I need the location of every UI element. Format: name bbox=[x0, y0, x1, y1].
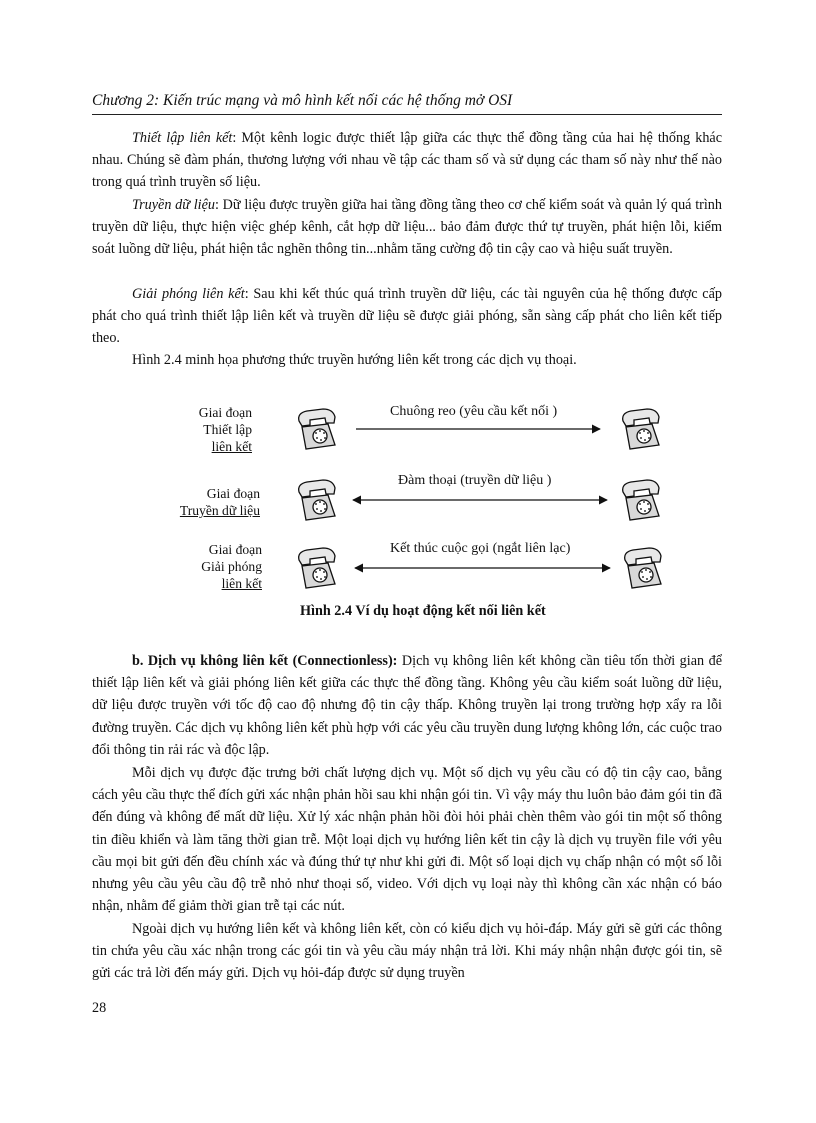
stage-label-line: liên kết bbox=[221, 576, 262, 591]
stage-label-line: liên kết bbox=[211, 439, 252, 454]
telephone-icon bbox=[617, 478, 663, 522]
paragraph-setup-text: : Một kênh logic được thiết lập giữa các thực thể đồng tầng của hai hệ thống khác nhau. Chúng sẽ đàm phán, thương lượng với nhau về tập các tham số và sử dụng các tham số này như thế nào trong quá trình truyền số liệu. bbox=[92, 130, 723, 191]
figure-caption: Hình 2.4 Ví dụ hoạt động kết nối liên kết bbox=[300, 603, 546, 619]
arrow-caption-setup: Chuông reo (yêu cầu kết nối ) bbox=[390, 404, 558, 419]
term-connectionless: b. Dịch vụ không liên kết (Connectionless): bbox=[132, 653, 398, 669]
paragraph-request-reply-text: Ngoài dịch vụ hướng liên kết và không liên kết, còn có kiểu dịch vụ hỏi-đáp. Máy gửi sẽ gửi các thông tin chứa yêu cầu xác nhận trong các gói tin và yêu cầu máy nhận trả lời. Khi máy nhận nhận được gói tin, sẽ gửi các trả lời đến máy gửi. Dịch vụ hỏi-đáp được sử dụng truyền bbox=[92, 921, 722, 982]
telephone-icon bbox=[293, 478, 339, 522]
paragraph-release-text: : Sau khi kết thúc quá trình truyền dữ liệu, các tài nguyên của hệ thống được cấp phát cho quá trình thiết lập liên kết và truyền dữ liệu sẽ được giải phóng, sẵn sàng cấp phát cho liên kết tiếp theo. bbox=[92, 286, 722, 347]
page-number: 28 bbox=[92, 1000, 107, 1016]
paragraph-transfer-text: : Dữ liệu được truyền giữa hai tầng đồng tầng theo cơ chế kiểm soát và quản lý quá trình truyền dữ liệu, thực hiện việc ghép kênh, cắt hợp dữ liệu... bảo đảm được thứ tự truyền, phát hiện lỗi, kiểm soát luồng dữ liệu, phát hiện tắc nghẽn thông tin...nhằm tăng cường độ tin cậy cao và hiệu suất truyền. bbox=[92, 197, 722, 258]
arrow-caption-release: Kết thúc cuộc gọi (ngắt liên lạc) bbox=[390, 541, 571, 556]
term-setup: Thiết lập liên kết bbox=[132, 130, 233, 146]
stage-label-line: Truyền dữ liệu bbox=[179, 503, 260, 518]
telephone-icon bbox=[617, 407, 663, 451]
chapter-header: Chương 2: Kiến trúc mạng và mô hình kết nối các hệ thống mở OSI bbox=[92, 92, 513, 109]
paragraph-connectionless-text: Dịch vụ không liên kết không cần tiêu tốn thời gian để thiết lập liên kết và giải phóng liên kết giữa các thực thể đồng tầng. Không yêu cầu kiểm soát luồng dữ liệu, dữ liệu được truyền với tốc độ cao độ nhưng độ tin cậy thấp. Không truyền lại trong trường hợp xẩy ra lỗi đường truyền. Các dịch vụ không liên kết phù hợp với các yêu cầu truyền dung lượng không lớn, các cuộc trao đổi thông tin rải rác và độc lập. bbox=[92, 653, 722, 758]
stage-label-line: Thiết lập bbox=[203, 422, 252, 437]
term-release: Giải phóng liên kết bbox=[132, 286, 245, 302]
paragraph-figure-ref-text: Hình 2.4 minh họa phương thức truyền hướng liên kết trong các dịch vụ thoại. bbox=[132, 352, 577, 368]
stage-label-line: Giai đoạn bbox=[208, 542, 262, 557]
arrow-caption-transfer: Đàm thoại (truyền dữ liệu ) bbox=[398, 473, 552, 488]
paragraph-request-reply bbox=[92, 918, 722, 985]
paragraph-quality-text: Mỗi dịch vụ được đặc trưng bởi chất lượng dịch vụ. Một số dịch vụ yêu cầu có độ tin cậy cao, bằng cách yêu cầu thực thể đích gửi xác nhận phản hồi sau khi nhận gói tin. Vì vậy máy thu luôn bảo đảm gói tin đã đến đúng và không để mất dữ liệu. Xử lý xác nhận phản hồi đòi hỏi phải chèn thêm vào gói tin một số thông tin điều khiển và làm tăng thời gian trễ. Một loại dịch vụ hướng liên kết tin cậy là dịch vụ truyền file với yêu cầu mọi bit gửi đến đều chính xác và đúng thứ tự như khi gửi đi. Một số loại dịch vụ chấp nhận có một số lỗi nhưng yêu cầu yêu cầu độ trễ nhỏ như thoại số, video. Với dịch vụ loại này thì không cần xác nhận có báo nhận, nhằm để giảm thời gian trễ tại các nút. bbox=[92, 765, 722, 915]
stage-label-line: Giai đoạn bbox=[198, 405, 252, 420]
term-transfer: Truyền dữ liệu bbox=[132, 197, 215, 213]
telephone-icon bbox=[293, 407, 339, 451]
stage-label-line: Giải phóng bbox=[201, 559, 262, 574]
paragraph-connectionless bbox=[92, 650, 722, 761]
telephone-icon bbox=[293, 546, 339, 590]
stage-label-line: Giai đoạn bbox=[206, 486, 260, 501]
telephone-icon bbox=[619, 546, 665, 590]
paragraph-quality bbox=[92, 762, 722, 917]
